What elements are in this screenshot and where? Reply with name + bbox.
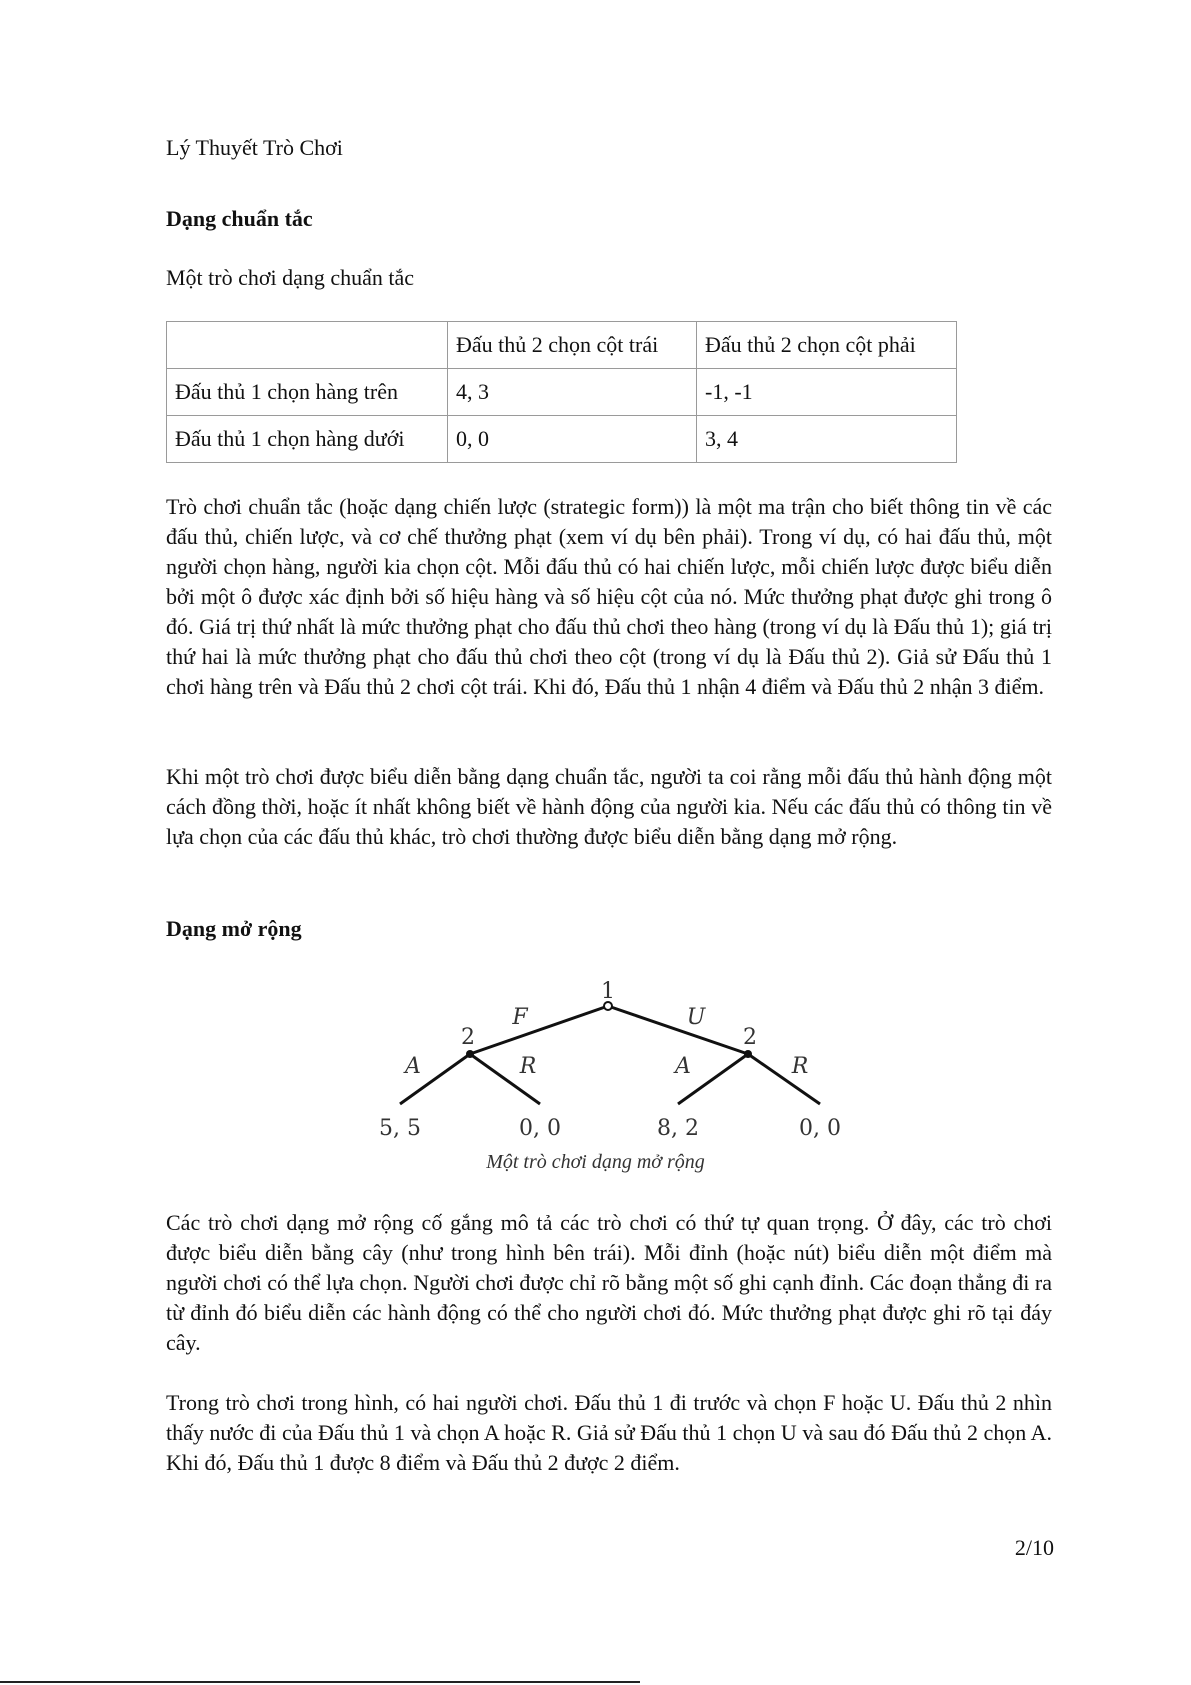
table-cell: -1, -1 [697,369,957,416]
normal-form-paragraph-1: Trò chơi chuẩn tắc (hoặc dạng chiến lược (strategic form)) là một ma trận cho biết thông tin về các đấu thủ, chiến lược, và cơ chế thưởng phạt (xem ví dụ bên phải). Trong ví dụ, có hai đấu thủ, một người chọn hàng, người kia chọn cột. Mỗi đấu thủ có hai chiến lược, mỗi chiến lược được biểu diễn bởi một ô được xác định bởi số hiệu hàng và số hiệu cột của nó. Mức thưởng phạt được ghi trong ô đó. Giá trị thứ nhất là mức thưởng phạt cho đấu thủ chơi theo hàng (trong ví dụ là Đấu thủ 1); giá trị thứ hai là mức thưởng phạt cho đấu thủ chơi theo cột (trong ví dụ là Đấu thủ 2). Giả sử Đấu thủ 1 chơi hàng trên và Đấu thủ 2 chơi cột trái. Khi đó, Đấu thủ 1 nhận 4 điểm và Đấu thủ 2 nhận 3 điểm. [166,494,1052,699]
action-label-right-A: A [675,1054,691,1079]
table-header-row [167,322,957,369]
extensive-form-paragraph-1: Các trò chơi dạng mở rộng cố gắng mô tả các trò chơi có thứ tự quan trọng. Ở đây, các trò chơi được biểu diễn bằng cây (như trong hình bên trái). Mỗi đỉnh (hoặc nút) biểu diễn một điểm mà người chơi có thể lựa chọn. Người chơi được chỉ rõ bằng một số ghi cạnh đỉnh. Các đoạn thẳng đi ra từ đỉnh đó biểu diễn các hành động có thể cho người chơi đó. Mức thưởng phạt được ghi rõ tại đáy cây. [166,1210,1052,1355]
table-cell: 0, 0 [448,416,697,463]
section-heading-extensive-form: Dạng mở rộng [166,916,302,941]
action-label-left-A: A [405,1054,421,1079]
payoff-label: 0, 0 [519,1116,561,1141]
left-decision-node [466,1050,474,1058]
table-row [167,416,957,463]
right-decision-node [744,1050,752,1058]
table-cell: Đấu thủ 1 chọn hàng trên [167,369,448,416]
action-label-left-R: R [519,1054,537,1079]
action-label-U: U [686,1005,706,1030]
table-cell: 3, 4 [697,416,957,463]
table-cell: 4, 3 [448,369,697,416]
tree-edge-right-R [748,1054,820,1104]
payoff-matrix-table [166,321,957,463]
figure-caption: Một trò chơi dạng mở rộng [486,1151,705,1173]
table-cell: Đấu thủ 1 chọn hàng dưới [167,416,448,463]
normal-form-paragraph-2: Khi một trò chơi được biểu diễn bằng dạng chuẩn tắc, người ta coi rằng mỗi đấu thủ hành động một cách đồng thời, hoặc ít nhất không biết về hành động của người kia. Nếu các đấu thủ có thông tin về lựa chọn của các đấu thủ khác, trò chơi thường được biểu diễn bằng dạng mở rộng. [166,764,1052,849]
normal-form-intro: Một trò chơi dạng chuẩn tắc [166,265,415,290]
action-label-right-R: R [791,1054,809,1079]
payoff-label: 8, 2 [657,1116,699,1141]
table-header-cell [167,322,448,369]
payoff-label: 0, 0 [799,1116,841,1141]
action-label-F: F [512,1005,528,1030]
tree-edge-F [470,1006,608,1054]
table-header-cell: Đấu thủ 2 chọn cột phải [697,322,957,369]
game-tree-diagram [360,978,860,1148]
right-player-label: 2 [743,1025,757,1050]
section-heading-normal-form: Dạng chuẩn tắc [166,206,313,231]
table-row [167,369,957,416]
extensive-form-paragraph-2: Trong trò chơi trong hình, có hai người chơi. Đấu thủ 1 đi trước và chọn F hoặc U. Đấu thủ 2 nhìn thấy nước đi của Đấu thủ 1 và chọn A hoặc R. Giả sử Đấu thủ 1 chọn U và sau đó Đấu thủ 2 chọn A. Khi đó, Đấu thủ 1 được 8 điểm và Đấu thủ 2 được 2 điểm. [166,1390,1052,1475]
footer-rule [0,1681,640,1683]
root-player-label: 1 [601,979,615,1004]
document-header-title: Lý Thuyết Trò Chơi [166,135,343,160]
left-player-label: 2 [461,1025,475,1050]
tree-edge-U [608,1006,748,1054]
payoff-label: 5, 5 [379,1116,421,1141]
table-header-cell: Đấu thủ 2 chọn cột trái [448,322,697,369]
page-number: 2/10 [1014,1535,1054,1560]
